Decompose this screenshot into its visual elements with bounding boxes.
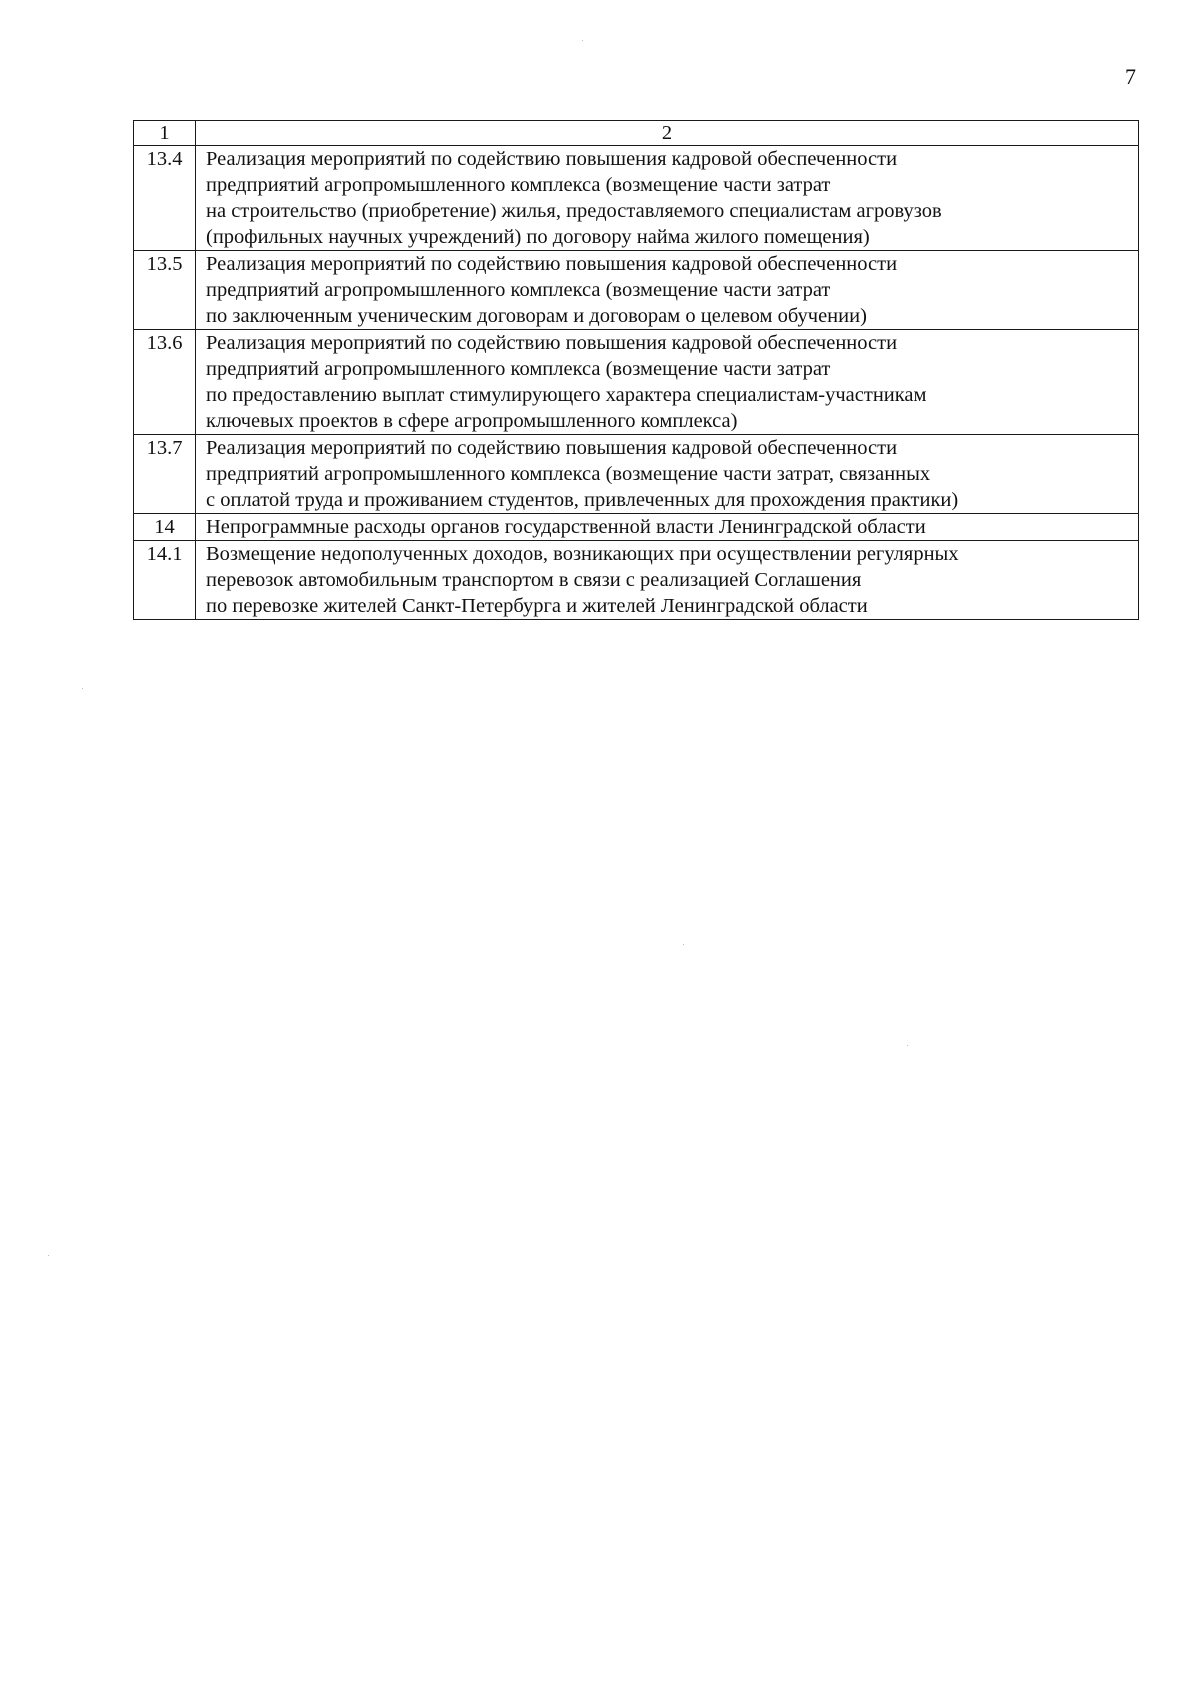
row-description (196, 541, 1139, 620)
description-line: предприятий агропромышленного комплекса (возмещение части затрат (206, 358, 831, 380)
description-line: по перевозке жителей Санкт-Петербурга и жителей Ленинградской области (206, 595, 868, 617)
row-number: 13.5 (134, 251, 196, 330)
scan-speck (82, 688, 83, 689)
page-number: 7 (1125, 64, 1136, 89)
row-description (196, 514, 1139, 541)
row-number: 13.4 (134, 146, 196, 251)
row-number: 14 (134, 514, 196, 541)
row-number: 13.7 (134, 435, 196, 514)
description-line: по заключенным ученическим договорам и договорам о целевом обучении) (206, 305, 867, 327)
description-line: Реализация мероприятий по содействию повышения кадровой обеспеченности (206, 148, 898, 170)
scan-speck (582, 40, 583, 41)
description-line: Возмещение недополученных доходов, возникающих при осуществлении регулярных (206, 543, 959, 565)
scan-speck (907, 1045, 908, 1046)
table-row (134, 146, 1139, 251)
description-line: с оплатой труда и проживанием студентов, привлеченных для прохождения практики) (206, 489, 959, 511)
description-line: ключевых проектов в сфере агропромышленного комплекса) (206, 410, 738, 432)
description-line: предприятий агропромышленного комплекса (возмещение части затрат (206, 279, 831, 301)
description-line: Реализация мероприятий по содействию повышения кадровой обеспеченности (206, 332, 898, 354)
budget-items-table (133, 120, 1139, 620)
description-line: Реализация мероприятий по содействию повышения кадровой обеспеченности (206, 253, 898, 275)
row-description (196, 251, 1139, 330)
table-row (134, 514, 1139, 541)
description-line: на строительство (приобретение) жилья, предоставляемого специалистам агровузов (206, 200, 942, 222)
table-row (134, 541, 1139, 620)
description-line: предприятий агропромышленного комплекса (возмещение части затрат (206, 174, 831, 196)
description-line: (профильных научных учреждений) по договору найма жилого помещения) (206, 226, 870, 248)
scan-speck (48, 1255, 49, 1256)
row-description (196, 146, 1139, 251)
description-line: по предоставлению выплат стимулирующего характера специалистам-участникам (206, 384, 927, 406)
row-number: 14.1 (134, 541, 196, 620)
column-header-number: 1 (134, 121, 196, 146)
table-row (134, 251, 1139, 330)
table-header-row (134, 121, 1139, 146)
table-row (134, 435, 1139, 514)
description-line: Непрограммные расходы органов государственной власти Ленинградской области (206, 516, 926, 538)
description-line: перевозок автомобильным транспортом в связи с реализацией Соглашения (206, 569, 862, 591)
column-header-description: 2 (196, 121, 1139, 146)
description-line: Реализация мероприятий по содействию повышения кадровой обеспеченности (206, 437, 898, 459)
row-description (196, 435, 1139, 514)
table-row (134, 330, 1139, 435)
row-description (196, 330, 1139, 435)
scan-speck (683, 944, 684, 945)
row-number: 13.6 (134, 330, 196, 435)
description-line: предприятий агропромышленного комплекса (возмещение части затрат, связанных (206, 463, 931, 485)
